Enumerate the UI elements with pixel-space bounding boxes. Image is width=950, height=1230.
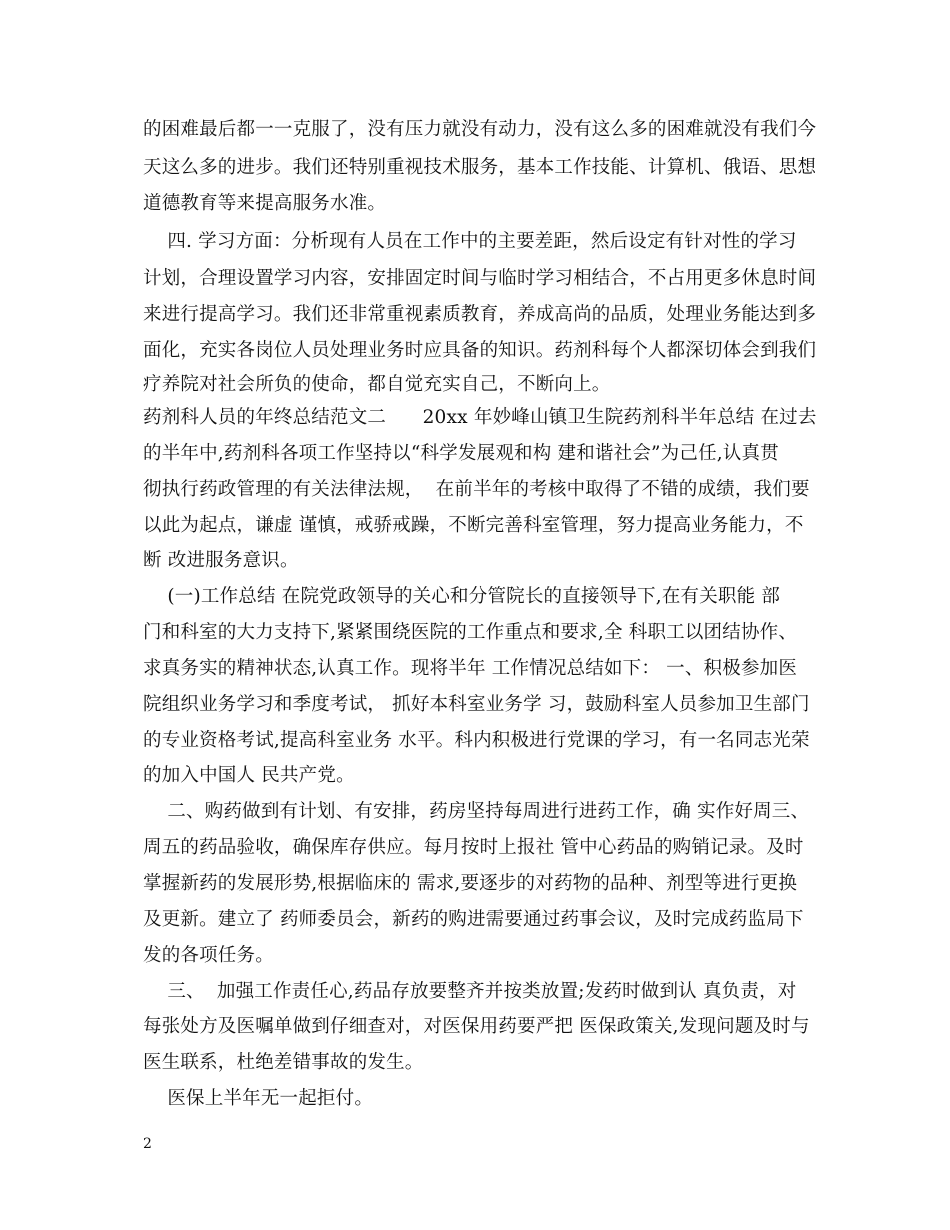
text-line: 医生联系，杜绝差错事故的发生。 xyxy=(143,1052,424,1073)
text-line: 的困难最后都一一克服了，没有压力就没有动力，没有这么多的困难就没有我们今 xyxy=(143,119,817,140)
text-line: 以此为起点，谦虚 谨慎，戒骄戒躁，不断完善科室管理，努力提高业务能力，不 xyxy=(143,515,804,536)
text-line: 每张处方及医嘱单做到仔细查对，对医保用药要严把 医保政策关,发现问题及时与 xyxy=(143,1016,810,1037)
text-line: 院组织业务学习和季度考试， 抓好本科室业务学 习，鼓励科室人员参加卫生部门 xyxy=(143,694,810,715)
text-line: 二、购药做到有计划、有安排，药房坚持每周进行进药工作，确 实作好周三、 xyxy=(143,801,810,822)
text-line: 掌握新药的发展形势,根据临床的 需求,要逐步的对药物的品种、剂型等进行更换 xyxy=(143,873,798,894)
page-number: 2 xyxy=(143,1136,152,1152)
text-line: 及更新。建立了 药师委员会，新药的购进需要通过药事会议，及时完成药监局下 xyxy=(143,909,804,930)
text-line: 的加入中国人 民共产党。 xyxy=(143,765,355,786)
text-line: (一)工作总结 在院党政领导的关心和分管院长的直接领导下,在有关职能 部 xyxy=(143,586,781,607)
text-line: 疗养院对社会所负的使命，都自觉充实自己，不断向上。 xyxy=(143,374,611,395)
text-line: 彻执行药政管理的有关法律法规， 在前半年的考核中取得了不错的成绩，我们要 xyxy=(143,479,810,500)
text-line: 道德教育等来提高服务水准。 xyxy=(143,193,387,214)
text-line: 天这么多的进步。我们还特别重视技术服务，基本工作技能、计算机、俄语、思想 xyxy=(143,157,817,178)
text-line: 来进行提高学习。我们还非常重视素质教育，养成高尚的品质，处理业务能达到多 xyxy=(143,304,817,325)
text-line: 三、 加强工作责任心,药品存放要整齐并按类放置;发药时做到认 真负责，对 xyxy=(143,981,797,1002)
text-line: 求真务实的精神状态,认真工作。现将半年 工作情况总结如下： 一、积极参加医 xyxy=(143,658,798,679)
text-line: 发的各项任务。 xyxy=(143,945,274,966)
text-line: 的半年中,药剂科各项工作坚持以“科学发展观和构 建和谐社会”为己任,认真贯 xyxy=(143,443,779,464)
text-line: 计划，合理设置学习内容，安排固定时间与临时学习相结合，不占用更多休息时间 xyxy=(143,268,817,289)
text-line: 的专业资格考试,提高科室业务 水平。科内积极进行党课的学习，有一名同志光荣 xyxy=(143,730,810,751)
text-line: 面化，充实各岗位人员处理业务时应具备的知识。药剂科每个人都深切体会到我们 xyxy=(143,340,817,361)
text-line: 门和科室的大力支持下,紧紧围绕医院的工作重点和要求,全 科职工以团结协作、 xyxy=(143,622,798,643)
text-line: 断 改进服务意识。 xyxy=(143,550,299,571)
text-line: 药剂科人员的年终总结范文二 20xx 年妙峰山镇卫生院药剂科半年总结 在过去 xyxy=(143,407,817,428)
text-line: 四. 学习方面：分析现有人员在工作中的主要差距，然后设定有针对性的学习 xyxy=(143,231,797,252)
text-line: 医保上半年无一起拒付。 xyxy=(143,1088,374,1109)
text-line: 周五的药品验收，确保库存供应。每月按时上报社 管中心药品的购销记录。及时 xyxy=(143,837,804,858)
